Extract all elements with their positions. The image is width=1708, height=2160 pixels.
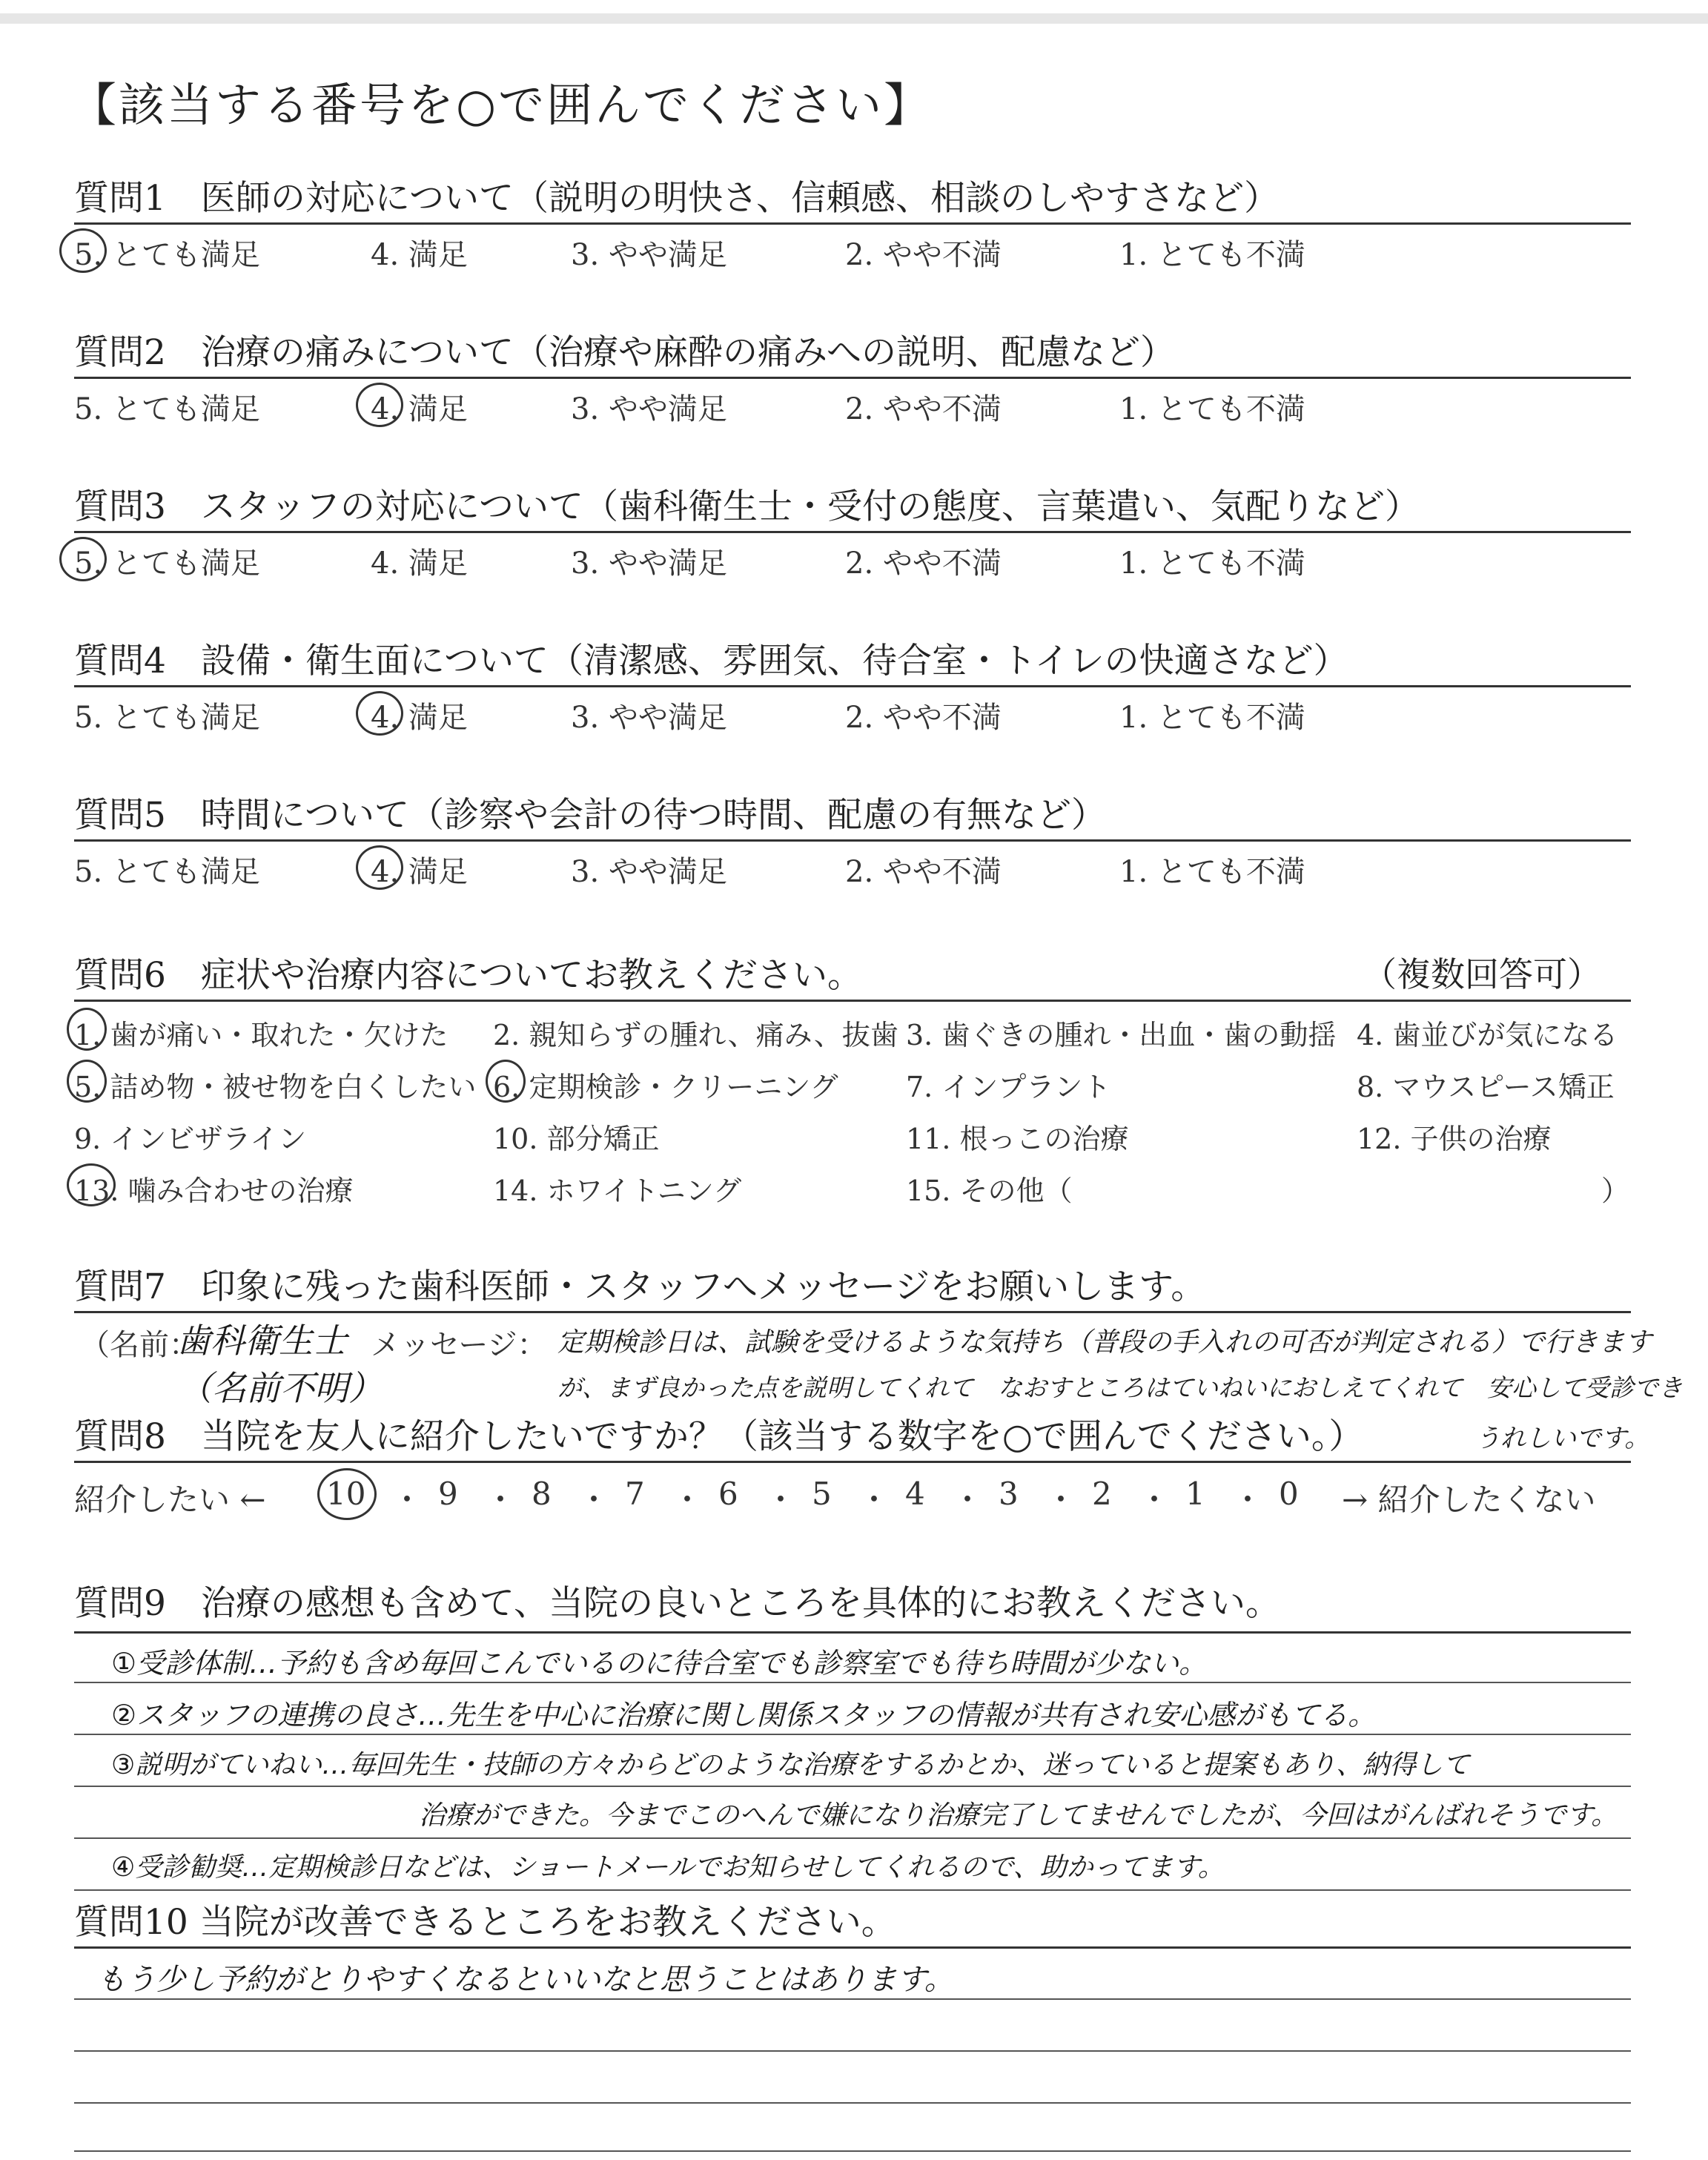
- q5-rule: [74, 839, 1631, 842]
- q9-answer-line-2: ②スタッフの連携の良さ…先生を中心に治療に関し関係スタッフの情報が共有され安心感がもてる。: [111, 1699, 1377, 1731]
- q1-option-5[interactable]: 5. とても満足: [74, 238, 260, 272]
- q3-option-3[interactable]: 3. やや満足: [571, 546, 727, 581]
- q1-title: 質問1 医師の対応について（説明の明快さ、信頼感、相談のしやすさなど）: [74, 178, 1280, 219]
- q9-answer-rule: [74, 1837, 1631, 1839]
- q8-scale-separator: ・: [1045, 1482, 1077, 1518]
- q8-scale-8[interactable]: 8: [532, 1476, 552, 1512]
- q7-message-line-3: うれしいです。: [1475, 1424, 1650, 1453]
- q6-option-1[interactable]: 1. 歯が痛い・取れた・欠けた: [74, 1019, 448, 1051]
- selection-circle: [486, 1060, 526, 1103]
- q9-title: 質問9 治療の感想も含めて、当院の良いところを具体的にお教えください。: [74, 1583, 1280, 1624]
- q8-scale-separator: ・: [1232, 1482, 1264, 1518]
- q8-scale-9[interactable]: 9: [438, 1476, 458, 1512]
- q8-rule: [74, 1461, 1631, 1463]
- q6-option-12[interactable]: 12. 子供の治療: [1357, 1123, 1552, 1155]
- q4-option-5[interactable]: 5. とても満足: [74, 701, 260, 735]
- q6-option-3[interactable]: 3. 歯ぐきの腫れ・出血・歯の動揺: [906, 1019, 1337, 1051]
- q8-left-label: 紹介したい ←: [74, 1482, 266, 1518]
- selection-circle: [67, 1060, 107, 1103]
- q4-rule: [74, 685, 1631, 687]
- q1-option-2[interactable]: 2. やや不満: [845, 238, 1002, 272]
- q1-option-3[interactable]: 3. やや満足: [571, 238, 727, 272]
- q9-rule: [74, 1631, 1631, 1634]
- q7-name-value-2: （名前不明）: [178, 1368, 383, 1408]
- q8-scale-10[interactable]: 10: [326, 1476, 366, 1512]
- q2-option-3[interactable]: 3. やや満足: [571, 392, 727, 426]
- q6-rule: [74, 1000, 1631, 1002]
- q6-other-close: ）: [1601, 1175, 1630, 1207]
- q4-option-2[interactable]: 2. やや不満: [845, 701, 1002, 735]
- q8-scale-1[interactable]: 1: [1185, 1476, 1205, 1512]
- selection-circle: [356, 383, 403, 427]
- q6-note: （複数回答可）: [1363, 954, 1601, 994]
- scan-top-edge: [0, 13, 1708, 24]
- q6-option-14[interactable]: 14. ホワイトニング: [493, 1175, 742, 1207]
- selection-circle: [356, 691, 403, 736]
- q2-option-1[interactable]: 1. とても不満: [1119, 392, 1305, 426]
- q2-rule: [74, 377, 1631, 379]
- q8-title: 質問8 当院を友人に紹介したいですか？（該当する数字を○で囲んでください。）: [74, 1416, 1364, 1457]
- q8-right-label: → 紹介したくない: [1342, 1482, 1596, 1518]
- q3-option-2[interactable]: 2. やや不満: [845, 546, 1002, 581]
- q2-title: 質問2 治療の痛みについて（治療や麻酔の痛みへの説明、配慮など）: [74, 332, 1176, 373]
- q4-option-3[interactable]: 3. やや満足: [571, 701, 727, 735]
- q7-name-label: （名前：: [80, 1328, 199, 1362]
- q6-option-2[interactable]: 2. 親知らずの腫れ、痛み、抜歯: [493, 1019, 898, 1051]
- q6-option-6[interactable]: 6. 定期検診・クリーニング: [493, 1071, 838, 1103]
- q3-option-1[interactable]: 1. とても不満: [1119, 546, 1305, 581]
- page-title: 【該当する番号を○で囲んでください】: [70, 78, 933, 132]
- q10-answer-rule: [74, 2050, 1631, 2052]
- q8-scale-7[interactable]: 7: [625, 1476, 645, 1512]
- q3-rule: [74, 531, 1631, 533]
- q10-rule: [74, 1946, 1631, 1949]
- q1-option-1[interactable]: 1. とても不満: [1119, 238, 1305, 272]
- selection-circle: [59, 537, 107, 581]
- q2-option-4[interactable]: 4. 満足: [371, 392, 468, 426]
- q10-answer-rule: [74, 2150, 1631, 2152]
- q6-title: 質問6 症状や治療内容についてお教えください。: [74, 955, 862, 996]
- q8-scale-5[interactable]: 5: [812, 1476, 832, 1512]
- q9-answer-line-1: ①受診体制…予約も含め毎回こんでいるのに待合室でも診察室でも待ち時間が少ない。: [111, 1647, 1208, 1680]
- q8-scale-3[interactable]: 3: [999, 1476, 1019, 1512]
- q6-option-13[interactable]: 13. 噛み合わせの治療: [74, 1175, 354, 1207]
- q4-title: 質問4 設備・衛生面について（清潔感、雰囲気、待合室・トイレの快適さなど）: [74, 641, 1348, 681]
- q3-option-4[interactable]: 4. 満足: [371, 546, 468, 581]
- q6-option-15[interactable]: 15. その他（: [906, 1175, 1073, 1207]
- q8-scale-separator: ・: [952, 1482, 984, 1518]
- q6-option-11[interactable]: 11. 根っこの治療: [906, 1123, 1129, 1155]
- q4-option-1[interactable]: 1. とても不満: [1119, 701, 1305, 735]
- q6-option-7[interactable]: 7. インプラント: [906, 1071, 1111, 1103]
- q6-option-10[interactable]: 10. 部分矯正: [493, 1123, 660, 1155]
- q8-scale-2[interactable]: 2: [1092, 1476, 1112, 1512]
- selection-circle: [59, 228, 107, 273]
- q3-option-5[interactable]: 5. とても満足: [74, 546, 260, 581]
- q3-title: 質問3 スタッフの対応について（歯科衛生士・受付の態度、言葉遣い、気配りなど）: [74, 486, 1420, 527]
- q10-answer-rule: [74, 1998, 1631, 2000]
- q10-title: 質問10 当院が改善できるところをお教えください。: [74, 1902, 896, 1943]
- q9-answer-line-5: ④受診勧奨…定期検診日などは、ショートメールでお知らせしてくれるので、助かってます。: [111, 1852, 1225, 1883]
- q6-option-5[interactable]: 5. 詰め物・被せ物を白くしたい: [74, 1071, 477, 1103]
- q6-option-4[interactable]: 4. 歯並びが気になる: [1357, 1019, 1618, 1051]
- q6-option-9[interactable]: 9. インビザライン: [74, 1123, 307, 1155]
- q8-scale-6[interactable]: 6: [718, 1476, 738, 1512]
- q2-option-5[interactable]: 5. とても満足: [74, 392, 260, 426]
- q5-option-3[interactable]: 3. やや満足: [571, 855, 727, 889]
- q8-scale-separator: ・: [391, 1482, 423, 1518]
- selection-circle: [67, 1008, 107, 1051]
- q1-option-4[interactable]: 4. 満足: [371, 238, 468, 272]
- q5-option-5[interactable]: 5. とても満足: [74, 855, 260, 889]
- selection-circle: [317, 1468, 377, 1520]
- q9-answer-line-3: ③説明がていねい…毎回先生・技師の方々からどのような治療をするかとか、迷っていると提案もあり、納得して: [111, 1750, 1470, 1780]
- q10-answer-rule: [74, 2102, 1631, 2104]
- q7-title: 質問7 印象に残った歯科医師・スタッフへメッセージをお願いします。: [74, 1266, 1206, 1307]
- q5-option-2[interactable]: 2. やや不満: [845, 855, 1002, 889]
- q5-title: 質問5 時間について（診察や会計の待つ時間、配慮の有無など）: [74, 795, 1106, 836]
- q8-scale-separator: ・: [1139, 1482, 1171, 1518]
- q10-answer-line-1: もう少し予約がとりやすくなるといいなと思うことはあります。: [96, 1963, 954, 1997]
- q7-name-value: 歯科衛生士: [176, 1321, 347, 1361]
- q5-option-4[interactable]: 4. 満足: [371, 855, 468, 889]
- selection-circle: [356, 845, 403, 890]
- q8-scale-4[interactable]: 4: [905, 1476, 925, 1512]
- q7-rule: [74, 1311, 1631, 1313]
- q1-rule: [74, 222, 1631, 225]
- q7-message-line-1: 定期検診日は、試験を受けるような気持ち（普段の手入れの可否が判定される）で行きます: [557, 1327, 1652, 1358]
- q8-scale-separator: ・: [578, 1482, 610, 1518]
- q9-answer-rule: [74, 1682, 1631, 1683]
- q8-scale-separator: ・: [858, 1482, 890, 1518]
- q2-option-2[interactable]: 2. やや不満: [845, 392, 1002, 426]
- selection-circle: [67, 1163, 116, 1206]
- q9-answer-rule: [74, 1889, 1631, 1891]
- q7-message-line-2: が、まず良かった点を説明してくれて なおすところはていねいにおしえてくれて 安心して受診でき: [557, 1373, 1683, 1402]
- q7-message-label: メッセージ：: [371, 1328, 547, 1362]
- q8-scale-separator: ・: [485, 1482, 517, 1518]
- q9-answer-line-4: 治療ができた。今までこのへんで嫌になり治療完了してませんでしたが、今回はがんばれそうです。: [419, 1800, 1618, 1831]
- q4-option-4[interactable]: 4. 満足: [371, 701, 468, 735]
- q8-scale-separator: ・: [672, 1482, 704, 1518]
- q6-option-8[interactable]: 8. マウスピース矯正: [1357, 1071, 1615, 1103]
- q9-answer-rule: [74, 1786, 1631, 1787]
- q5-option-1[interactable]: 1. とても不満: [1119, 855, 1305, 889]
- q8-scale-separator: ・: [765, 1482, 797, 1518]
- q8-scale-0[interactable]: 0: [1279, 1476, 1299, 1512]
- q9-answer-rule: [74, 1734, 1631, 1735]
